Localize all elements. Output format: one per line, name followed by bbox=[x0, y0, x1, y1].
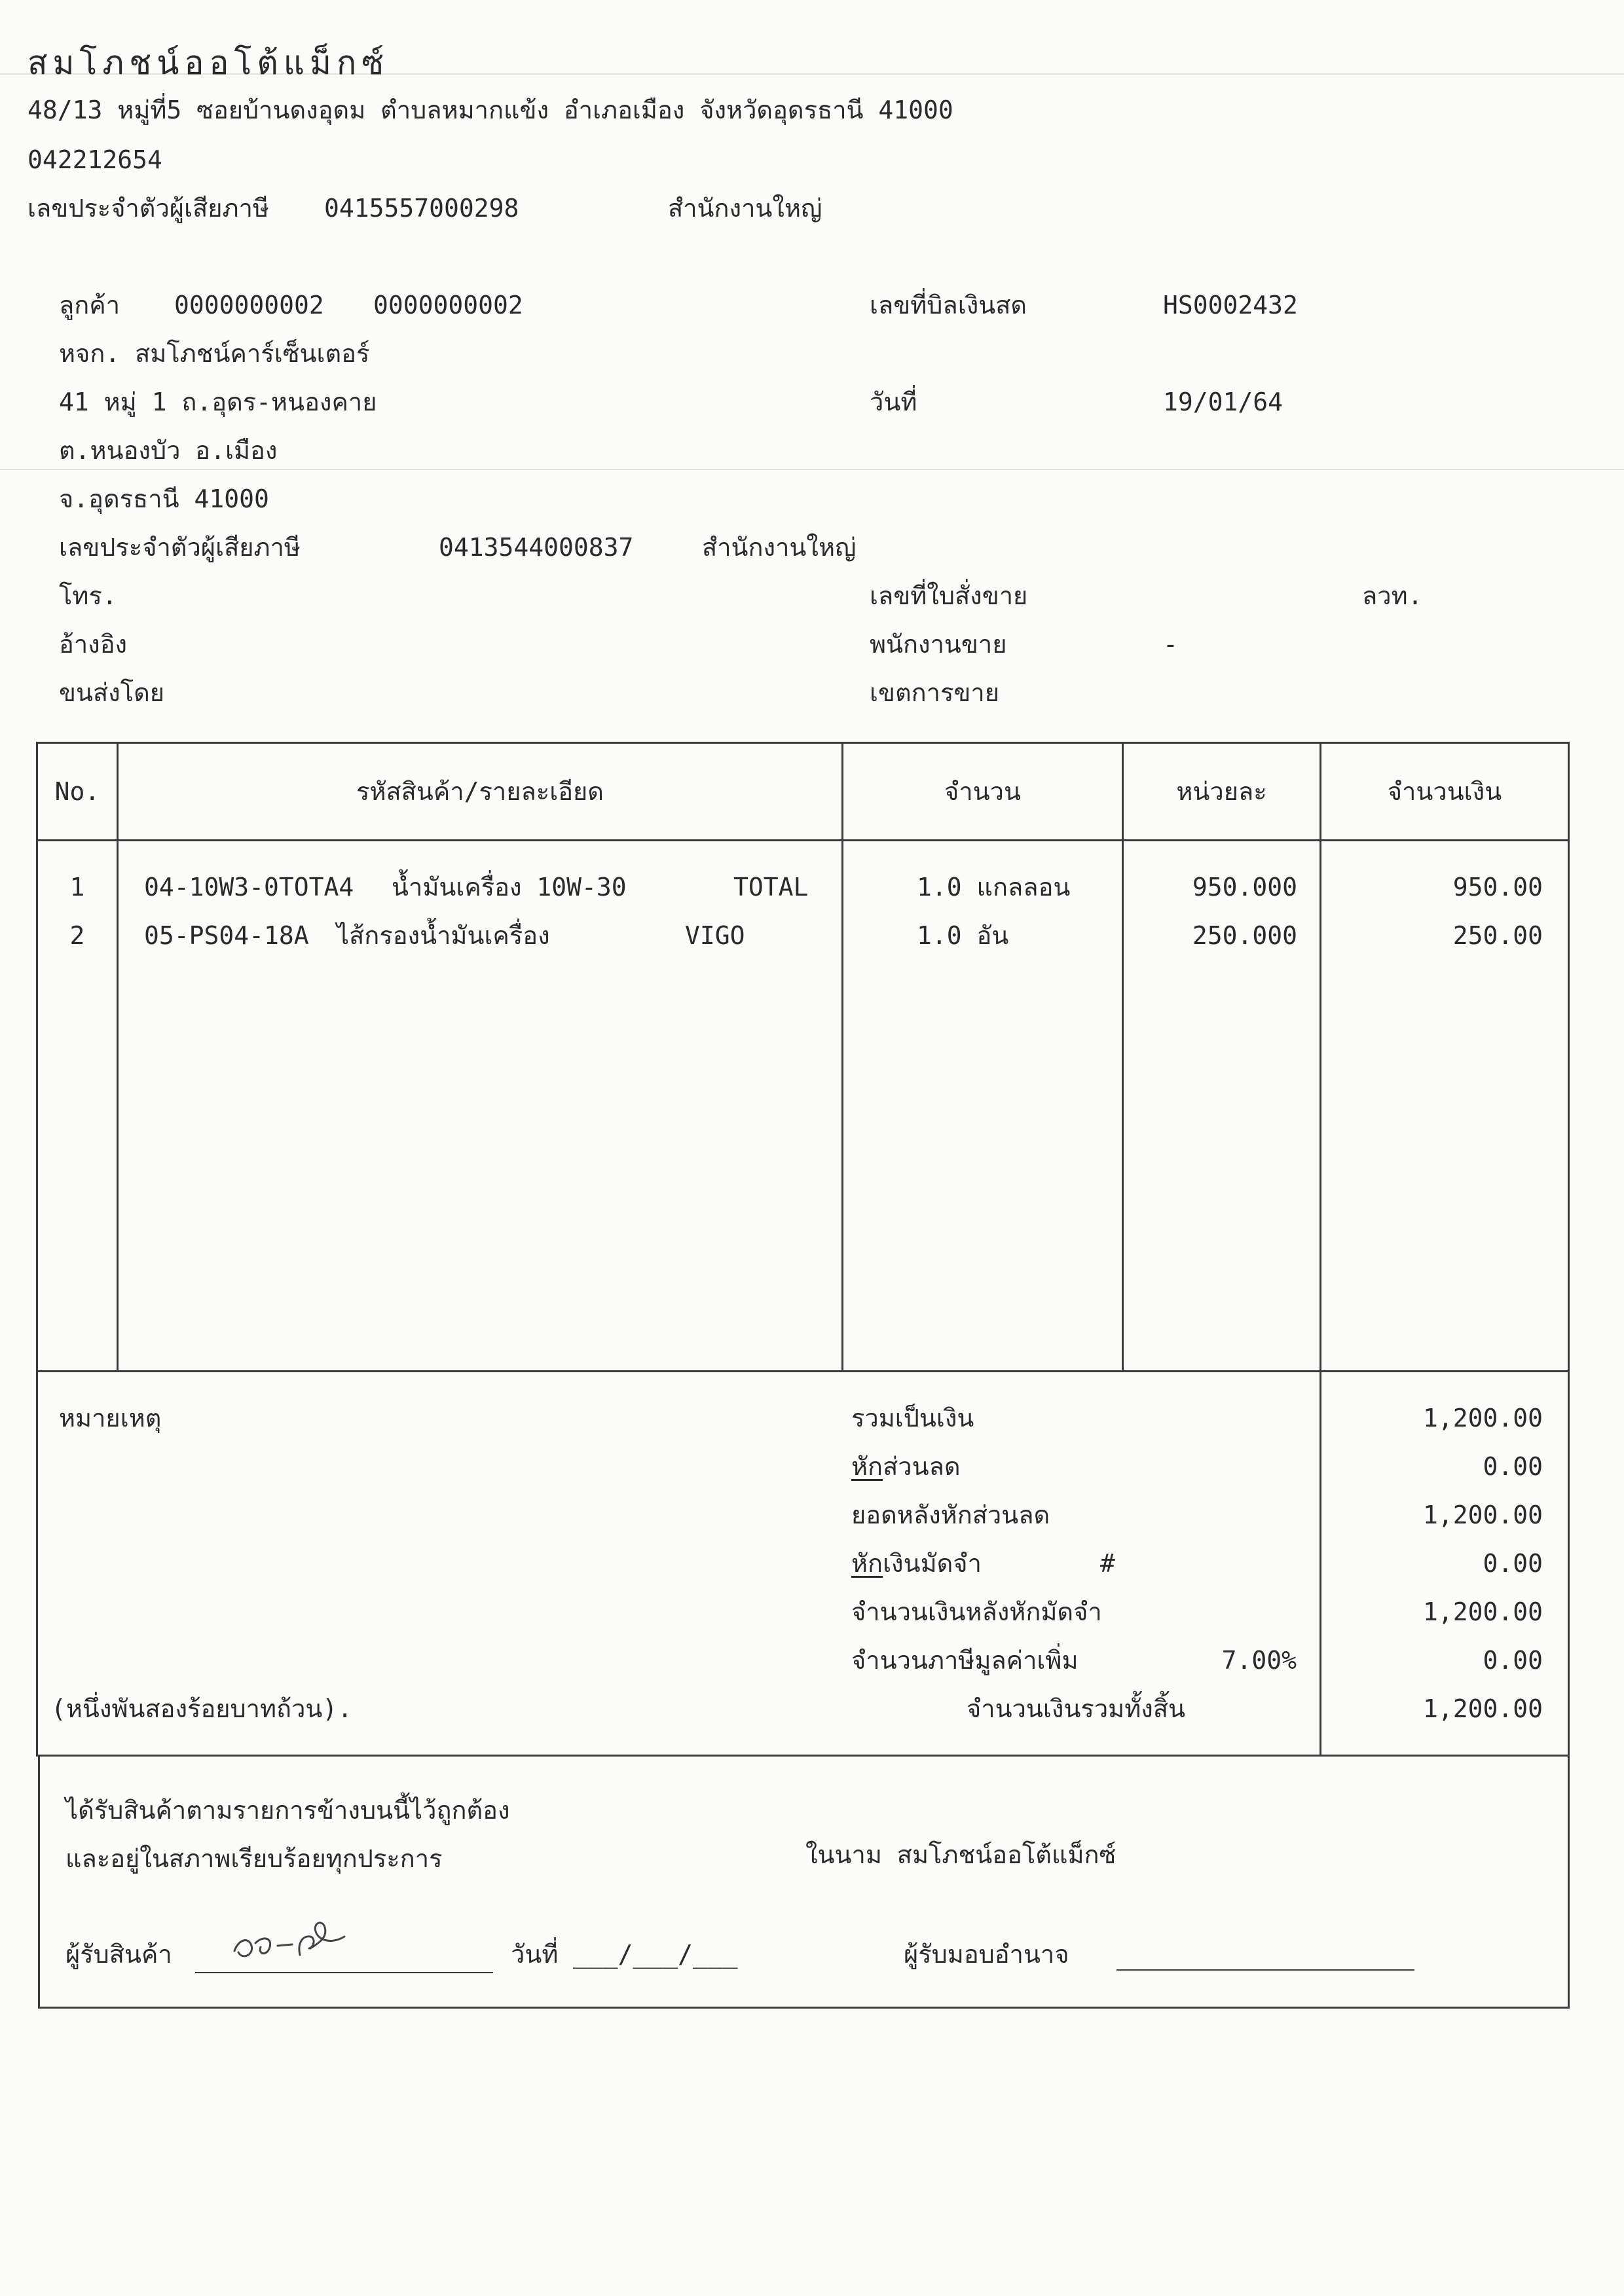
customer-address-3: จ.อุดรธานี 41000 bbox=[59, 484, 269, 513]
row-quantity: 1.0 แกลลอน bbox=[917, 873, 1071, 902]
footer-bottom bbox=[38, 2007, 1570, 2009]
discount-value: 0.00 bbox=[1483, 1452, 1543, 1481]
customer-code-2: 0000000002 bbox=[373, 291, 523, 319]
customer-reference-label: อ้างอิง bbox=[59, 630, 128, 659]
received-statement-1: ได้รับสินค้าตามรายการข้างบนนี้ไว้ถูกต้อง bbox=[65, 1796, 510, 1825]
row-item-description: ไส้กรองน้ำมันเครื่อง bbox=[337, 921, 550, 950]
customer-tax-id: 0413544000837 bbox=[439, 533, 634, 562]
header-quantity: จำนวน bbox=[944, 777, 1021, 806]
header-amount: จำนวนเงิน bbox=[1387, 777, 1502, 806]
receive-date-blank: ___/___/___ bbox=[573, 1940, 738, 1969]
vat-value: 0.00 bbox=[1483, 1646, 1543, 1675]
footer-border-left bbox=[38, 1755, 40, 2009]
receive-date-label: วันที่ bbox=[511, 1940, 559, 1969]
deposit-label-underlined: หัก bbox=[851, 1549, 883, 1578]
discount-label-underlined: หัก bbox=[851, 1452, 883, 1481]
subtotal-value: 1,200.00 bbox=[1422, 1404, 1543, 1432]
received-statement-2: และอยู่ในสภาพเรียบร้อยทุกประการ bbox=[65, 1844, 443, 1873]
receiver-signature-line bbox=[195, 1972, 493, 1973]
company-address: 48/13 หมู่ที่5 ซอยบ้านดงอุดม ตำบลหมากแข้ง อำเภอเมือง จังหวัดอุดรธานี 41000 bbox=[28, 96, 953, 124]
row-item-description: น้ำมันเครื่อง 10W-30 bbox=[392, 873, 627, 902]
remark-label: หมายเหตุ bbox=[59, 1404, 162, 1432]
deposit-label-rest: เงินมัดจำ bbox=[883, 1549, 982, 1578]
row-no: 1 bbox=[69, 873, 85, 902]
company-tax-label: เลขประจำตัวผู้เสียภาษี bbox=[28, 194, 269, 223]
row-item-brand: VIGO bbox=[685, 921, 745, 950]
sales-order-label: เลขที่ใบสั่งขาย bbox=[870, 581, 1028, 610]
company-branch: สำนักงานใหญ่ bbox=[668, 194, 822, 223]
customer-tax-label: เลขประจำตัวผู้เสียภาษี bbox=[59, 533, 301, 562]
invoice-date-label: วันที่ bbox=[870, 388, 917, 416]
deposit-label bbox=[851, 1548, 982, 1578]
row-no: 2 bbox=[69, 921, 85, 950]
vat-label: จำนวนภาษีมูลค่าเพิ่ม bbox=[851, 1646, 1079, 1675]
vat-rate: 7.00% bbox=[1221, 1646, 1297, 1675]
customer-branch: สำนักงานใหญ่ bbox=[702, 533, 857, 562]
customer-shipping-label: ขนส่งโดย bbox=[59, 678, 165, 707]
deposit-value: 0.00 bbox=[1483, 1549, 1543, 1578]
summary-bottom bbox=[36, 1755, 1570, 1757]
row-unit-price: 250.000 bbox=[1192, 921, 1297, 950]
discount-label-rest: ส่วนลด bbox=[883, 1452, 961, 1481]
after-discount-value: 1,200.00 bbox=[1422, 1501, 1543, 1529]
table-body-bottom bbox=[36, 1370, 1570, 1372]
customer-phone-label: โทร. bbox=[59, 581, 117, 610]
customer-label: ลูกค้า bbox=[59, 291, 120, 319]
row-item-brand: TOTAL bbox=[733, 873, 809, 902]
invoice-date: 19/01/64 bbox=[1163, 388, 1283, 416]
header-no: No. bbox=[54, 777, 100, 806]
row-amount: 950.00 bbox=[1452, 873, 1543, 902]
row-quantity: 1.0 อัน bbox=[917, 921, 1009, 950]
header-unit-price: หน่วยละ bbox=[1176, 777, 1267, 806]
company-phone: 042212654 bbox=[28, 145, 162, 174]
sales-order-value: ลวท. bbox=[1362, 581, 1423, 610]
row-amount: 250.00 bbox=[1452, 921, 1543, 950]
table-header-divider bbox=[36, 839, 1570, 841]
scan-artifact bbox=[0, 469, 1624, 470]
grand-total-label: จำนวนเงินรวมทั้งสิ้น bbox=[967, 1694, 1185, 1723]
company-tax-id: 0415557000298 bbox=[324, 194, 519, 223]
customer-name: หจก. สมโภชน์คาร์เซ็นเตอร์ bbox=[59, 339, 370, 368]
header-description: รหัสสินค้า/รายละเอียด bbox=[356, 777, 604, 806]
receiver-signature bbox=[229, 1905, 367, 1971]
deposit-hash: # bbox=[1100, 1549, 1115, 1578]
discount-label bbox=[851, 1451, 961, 1482]
sales-area-label: เขตการขาย bbox=[870, 678, 999, 707]
row-unit-price: 950.000 bbox=[1192, 873, 1297, 902]
invoice-number-label: เลขที่บิลเงินสด bbox=[870, 291, 1027, 319]
invoice-number: HS0002432 bbox=[1163, 291, 1298, 319]
salesperson-value: - bbox=[1163, 630, 1178, 659]
table-border-right bbox=[1568, 742, 1570, 2009]
customer-address-1: 41 หมู่ 1 ถ.อุดร-หนองคาย bbox=[59, 388, 377, 416]
amount-in-words: (หนึ่งพันสองร้อยบาทถ้วน). bbox=[51, 1694, 353, 1723]
after-discount-label: ยอดหลังหักส่วนลด bbox=[851, 1501, 1050, 1529]
col-divider-no bbox=[117, 742, 119, 1372]
authorized-label: ผู้รับมอบอำนาจ bbox=[904, 1940, 1069, 1969]
row-item-code: 05-PS04-18A bbox=[144, 921, 309, 950]
grand-total-value: 1,200.00 bbox=[1422, 1694, 1543, 1723]
company-name: สมโภชน์ออโต้แม็กซ์ bbox=[28, 44, 390, 82]
row-item-code: 04-10W3-0TOTA4 bbox=[144, 873, 354, 902]
customer-address-2: ต.หนองบัว อ.เมือง bbox=[59, 436, 278, 465]
on-behalf-of: ในนาม สมโภชน์ออโต้แม็กซ์ bbox=[805, 1840, 1116, 1869]
customer-code-1: 0000000002 bbox=[174, 291, 324, 319]
after-deposit-label: จำนวนเงินหลังหักมัดจำ bbox=[851, 1597, 1102, 1626]
authorized-signature-line bbox=[1116, 1969, 1414, 1971]
table-border-top bbox=[36, 742, 1570, 744]
receiver-label: ผู้รับสินค้า bbox=[65, 1940, 172, 1969]
col-divider-qty bbox=[1122, 742, 1124, 1372]
subtotal-label: รวมเป็นเงิน bbox=[851, 1404, 974, 1432]
salesperson-label: พนักงานขาย bbox=[870, 630, 1007, 659]
col-divider-desc bbox=[841, 742, 843, 1372]
after-deposit-value: 1,200.00 bbox=[1422, 1597, 1543, 1626]
